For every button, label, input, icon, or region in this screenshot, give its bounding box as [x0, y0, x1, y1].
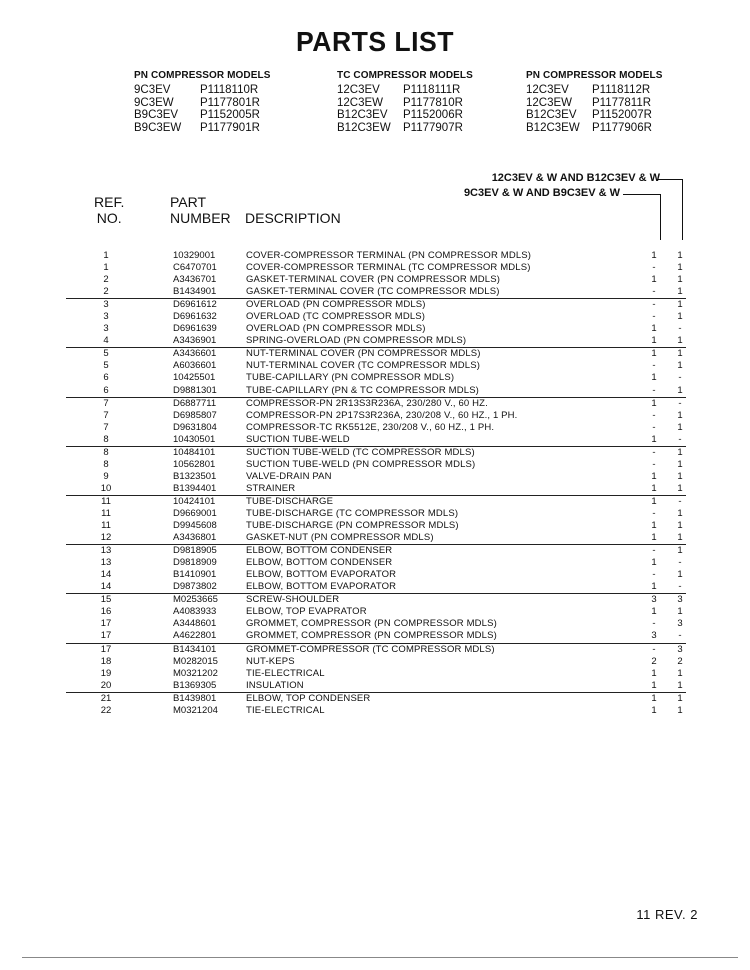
qty-12c3-cell: 1 [677, 286, 683, 298]
description-cell: NUT-TERMINAL COVER (TC COMPRESSOR MDLS) [246, 360, 481, 372]
part-number-cell: D9818909 [173, 557, 217, 569]
ref-cell: 11 [101, 495, 111, 507]
table-row [66, 434, 686, 446]
ref-cell: 8 [103, 458, 109, 470]
ref-cell: 14 [100, 569, 112, 581]
table-row [66, 422, 686, 434]
qty-9c3-cell: 1 [651, 679, 657, 691]
ref-cell: 3 [103, 311, 109, 323]
qty-12c3-cell: 1 [677, 692, 683, 704]
ref-cell: 16 [100, 606, 112, 618]
description-cell: ELBOW, TOP CONDENSER [246, 692, 371, 704]
table-row [66, 630, 686, 642]
description-cell: COVER-COMPRESSOR TERMINAL (TC COMPRESSOR MDLS) [246, 262, 531, 274]
part-number-cell: D6985807 [173, 409, 217, 421]
column-header-ref: REF. NO. [94, 194, 125, 226]
ref-cell: 11 [101, 520, 111, 532]
description-cell: GROMMET, COMPRESSOR (PN COMPRESSOR MDLS) [246, 618, 497, 630]
part-number-cell: B1439801 [173, 692, 217, 704]
table-row [66, 520, 686, 532]
model-line: 9C3EV P1118110R [134, 84, 259, 96]
qty-9c3-cell: - [652, 409, 656, 421]
qty-9c3-cell: 1 [651, 323, 657, 335]
part-number-cell: D9881301 [173, 384, 217, 396]
page-footer: 11 REV. 2 [636, 907, 698, 922]
table-row [66, 372, 686, 384]
description-cell: SUCTION TUBE-WELD (TC COMPRESSOR MDLS) [246, 446, 475, 458]
qty-9c3-cell: 1 [651, 704, 657, 716]
part-number-cell: A4622801 [173, 630, 217, 642]
qty-9c3-cell: - [652, 311, 656, 323]
qty-9c3-cell: 1 [651, 692, 657, 704]
description-cell: SUCTION TUBE-WELD (PN COMPRESSOR MDLS) [246, 458, 476, 470]
qty-9c3-cell: - [652, 286, 656, 298]
ref-cell: 5 [103, 348, 109, 360]
part-number-cell: M0321202 [173, 667, 218, 679]
description-cell: COMPRESSOR-PN 2R13S3R236A, 230/280 V., 60 HZ. [246, 397, 488, 409]
part-number-cell: A3448601 [173, 618, 217, 630]
ref-cell: 11 [101, 507, 111, 519]
qty-9c3-cell: 3 [651, 630, 657, 642]
qty-12c3-cell: - [678, 495, 682, 507]
ref-cell: 20 [100, 679, 112, 691]
description-cell: NUT-TERMINAL COVER (PN COMPRESSOR MDLS) [246, 348, 481, 360]
table-row [66, 532, 686, 544]
qty-9c3-cell: 1 [651, 433, 657, 445]
model-group-header: PN COMPRESSOR MODELS [134, 70, 271, 81]
description-cell: ELBOW, BOTTOM CONDENSER [246, 545, 393, 557]
qty-9c3-cell: 1 [651, 274, 657, 286]
ref-cell: 1 [103, 262, 109, 274]
ref-cell: 3 [103, 323, 109, 335]
description-cell: COMPRESSOR-TC RK5512E, 230/208 V., 60 HZ., 1 PH. [246, 421, 495, 433]
description-cell: OVERLOAD (PN COMPRESSOR MDLS) [246, 323, 426, 335]
part-number-cell: 10484101 [173, 446, 216, 458]
part-number-cell: D6961639 [173, 323, 217, 335]
qty-9c3-cell: 1 [651, 557, 657, 569]
qty-9c3-cell: - [652, 507, 656, 519]
part-number-cell: 10430501 [173, 433, 216, 445]
ref-cell: 17 [100, 618, 112, 630]
qty-12c3-cell: 1 [677, 409, 683, 421]
qty-12c3-cell: 1 [677, 704, 683, 716]
model-group-tc-12c3 [337, 70, 507, 134]
legend-bracket [660, 194, 661, 240]
ref-cell: 4 [103, 335, 109, 347]
part-number-cell: D6887711 [173, 397, 217, 409]
qty-12c3-cell: 3 [677, 594, 683, 606]
part-number-cell: D6961612 [173, 299, 217, 311]
part-number-cell: A3436801 [173, 532, 217, 544]
description-cell: SPRING-OVERLOAD (PN COMPRESSOR MDLS) [246, 335, 467, 347]
model-line: 9C3EW P1177801R [134, 96, 260, 109]
model-line: B9C3EV P1152005R [134, 109, 260, 122]
part-number-cell: A4083933 [173, 606, 217, 618]
table-row [66, 471, 686, 483]
part-number-cell: 10562801 [173, 458, 216, 470]
description-cell: ELBOW, TOP EVAPRATOR [246, 606, 367, 618]
qty-12c3-cell: 1 [677, 299, 683, 311]
model-group-header: PN COMPRESSOR MODELS [526, 70, 663, 81]
qty-9c3-cell: - [652, 384, 656, 396]
qty-9c3-cell: 2 [651, 655, 657, 667]
table-row [66, 347, 686, 360]
qty-9c3-cell: 1 [651, 581, 657, 593]
legend-bracket [623, 194, 661, 195]
table-row [66, 459, 686, 471]
part-number-cell: D6961632 [173, 311, 217, 323]
part-number-cell: 10329001 [173, 250, 216, 261]
description-cell: SUCTION TUBE-WELD [246, 433, 350, 445]
part-number-cell: B1369305 [173, 679, 217, 691]
part-number-cell: B1394401 [173, 482, 217, 494]
qty-9c3-cell: 1 [651, 348, 657, 360]
legend-12c3: 12C3EV & W AND B12C3EV & W [491, 172, 660, 184]
model-line: 12C3EW P1177810R [337, 96, 463, 109]
part-number-cell: D9669001 [173, 507, 217, 519]
part-number-cell: A3436601 [173, 348, 217, 360]
ref-cell: 3 [103, 299, 109, 311]
description-cell: ELBOW, BOTTOM EVAPORATOR [246, 569, 397, 581]
qty-12c3-cell: 1 [677, 446, 683, 458]
ref-cell: 7 [103, 409, 109, 421]
ref-cell: 2 [103, 286, 109, 298]
ref-cell: 7 [103, 397, 109, 409]
part-number-cell: 10425501 [173, 372, 216, 384]
table-row [66, 656, 686, 668]
legend-9c3: 9C3EV & W AND B9C3EV & W [463, 187, 620, 199]
description-cell: STRAINER [246, 482, 296, 494]
model-group-pn-12c3 [526, 70, 696, 134]
table-row [66, 495, 686, 508]
qty-12c3-cell: 3 [677, 618, 683, 630]
ref-cell: 22 [100, 704, 112, 716]
ref-cell: 17 [100, 630, 112, 642]
table-row [66, 705, 686, 717]
qty-12c3-cell: 1 [677, 348, 683, 360]
description-cell: TIE-ELECTRICAL [246, 704, 325, 716]
part-number-cell: A3436701 [173, 274, 217, 286]
qty-9c3-cell: 1 [651, 372, 657, 384]
qty-12c3-cell: 1 [677, 470, 683, 482]
qty-12c3-cell: 1 [677, 274, 683, 286]
qty-12c3-cell: 1 [677, 667, 683, 679]
description-cell: GASKET-TERMINAL COVER (TC COMPRESSOR MDLS) [246, 286, 500, 298]
qty-12c3-cell: - [678, 581, 682, 593]
qty-9c3-cell: 3 [651, 594, 657, 606]
part-number-cell: B1434101 [173, 643, 217, 655]
qty-9c3-cell: 1 [651, 482, 657, 494]
qty-12c3-cell: - [678, 433, 682, 445]
ref-cell: 9 [103, 470, 109, 482]
model-line: B12C3EV P1152006R [337, 109, 463, 122]
table-row [66, 311, 686, 323]
ref-cell: 15 [100, 594, 112, 606]
description-cell: TUBE-DISCHARGE [246, 495, 334, 507]
model-line: 12C3EV P1118112R [526, 84, 651, 96]
qty-12c3-cell: 1 [677, 679, 683, 691]
part-number-cell: M0282015 [173, 655, 218, 667]
description-cell: TIE-ELECTRICAL [246, 667, 325, 679]
ref-cell: 14 [100, 581, 112, 593]
table-row [66, 606, 686, 618]
part-number-cell: B1434901 [173, 286, 217, 298]
qty-12c3-cell: 1 [677, 250, 683, 261]
qty-12c3-cell: 1 [677, 482, 683, 494]
description-cell: ELBOW, BOTTOM EVAPORATOR [246, 581, 397, 593]
qty-12c3-cell: 1 [677, 360, 683, 372]
model-line: B12C3EW P1177906R [526, 121, 652, 134]
model-group-pn-9c3 [134, 70, 304, 134]
legend-bracket [656, 179, 683, 180]
part-number-cell: D9631804 [173, 421, 217, 433]
ref-cell: 5 [103, 360, 109, 372]
qty-12c3-cell: - [678, 372, 682, 384]
qty-9c3-cell: 1 [651, 397, 657, 409]
part-number-cell: A3436901 [173, 335, 217, 347]
legend-bracket [682, 179, 683, 240]
part-number-cell: C6470701 [173, 262, 217, 274]
table-row [66, 360, 686, 372]
table-row [66, 544, 686, 557]
table-row [66, 618, 686, 630]
description-cell: TUBE-DISCHARGE (TC COMPRESSOR MDLS) [246, 507, 459, 519]
qty-9c3-cell: - [652, 262, 656, 274]
ref-cell: 7 [103, 421, 109, 433]
qty-12c3-cell: 1 [677, 262, 683, 274]
part-number-cell: B1323501 [173, 470, 217, 482]
qty-9c3-cell: 1 [651, 495, 657, 507]
description-cell: VALVE-DRAIN PAN [246, 470, 332, 482]
qty-12c3-cell: 1 [677, 384, 683, 396]
part-number-cell: D9873802 [173, 581, 217, 593]
table-row [66, 569, 686, 581]
table-row [66, 274, 686, 286]
description-cell: INSULATION [246, 679, 304, 691]
qty-9c3-cell: - [652, 299, 656, 311]
model-line: B12C3EV P1152007R [526, 109, 652, 122]
qty-12c3-cell: 1 [677, 606, 683, 618]
qty-12c3-cell: - [678, 557, 682, 569]
table-row [66, 385, 686, 397]
qty-12c3-cell: 1 [677, 421, 683, 433]
qty-9c3-cell: - [652, 545, 656, 557]
table-row [66, 680, 686, 692]
qty-9c3-cell: - [652, 643, 656, 655]
model-line: B12C3EW P1177907R [337, 121, 463, 134]
page-title: PARTS LIST [296, 26, 454, 57]
qty-9c3-cell: 1 [651, 606, 657, 618]
ref-cell: 13 [100, 557, 112, 569]
qty-9c3-cell: - [652, 446, 656, 458]
qty-12c3-cell: 1 [677, 507, 683, 519]
table-row [66, 668, 686, 680]
qty-9c3-cell: 1 [651, 470, 657, 482]
table-row [66, 298, 686, 311]
description-cell: SCREW-SHOULDER [246, 594, 340, 606]
table-row [66, 397, 686, 410]
part-number-cell: M0321204 [173, 704, 218, 716]
description-cell: COVER-COMPRESSOR TERMINAL (PN COMPRESSOR MDLS) [246, 250, 532, 261]
ref-cell: 10 [100, 482, 112, 494]
qty-12c3-cell: 1 [677, 311, 683, 323]
table-row [66, 581, 686, 593]
table-row [66, 557, 686, 569]
qty-12c3-cell: - [678, 397, 682, 409]
table-row [66, 250, 686, 262]
qty-12c3-cell: 1 [677, 532, 683, 544]
ref-cell: 13 [100, 545, 112, 557]
description-cell: COMPRESSOR-PN 2P17S3R236A, 230/208 V., 60 HZ., 1 PH. [246, 409, 518, 421]
qty-12c3-cell: 1 [677, 335, 683, 347]
table-row [66, 262, 686, 274]
description-cell: GASKET-NUT (PN COMPRESSOR MDLS) [246, 532, 434, 544]
column-header-part: PART NUMBER [170, 194, 231, 226]
model-line: 12C3EW P1177811R [526, 96, 652, 109]
bottom-rule [22, 957, 738, 958]
table-row [66, 508, 686, 520]
ref-cell: 2 [103, 274, 109, 286]
part-number-cell: 10424101 [173, 495, 216, 507]
table-row [66, 323, 686, 335]
ref-cell: 18 [100, 655, 112, 667]
qty-12c3-cell: - [678, 630, 682, 642]
table-row [66, 643, 686, 656]
description-cell: NUT-KEPS [246, 655, 295, 667]
ref-cell: 6 [103, 384, 109, 396]
ref-cell: 12 [100, 532, 112, 544]
ref-cell: 21 [100, 692, 112, 704]
ref-cell: 17 [100, 643, 112, 655]
qty-12c3-cell: 3 [677, 643, 683, 655]
qty-9c3-cell: - [652, 569, 656, 581]
part-number-cell: D9945608 [173, 520, 217, 532]
table-row [66, 593, 686, 606]
qty-9c3-cell: - [652, 360, 656, 372]
description-cell: TUBE-CAPILLARY (PN & TC COMPRESSOR MDLS) [246, 384, 479, 396]
ref-cell: 19 [100, 667, 112, 679]
qty-12c3-cell: 2 [677, 655, 683, 667]
qty-9c3-cell: 1 [651, 667, 657, 679]
parts-table [66, 250, 686, 717]
table-row [66, 483, 686, 495]
table-row [66, 692, 686, 705]
qty-9c3-cell: - [652, 618, 656, 630]
part-number-cell: M0253665 [173, 594, 218, 606]
qty-9c3-cell: 1 [651, 520, 657, 532]
qty-12c3-cell: - [678, 323, 682, 335]
qty-12c3-cell: 1 [677, 520, 683, 532]
model-line: B9C3EW P1177901R [134, 121, 260, 134]
description-cell: GROMMET-COMPRESSOR (TC COMPRESSOR MDLS) [246, 643, 495, 655]
qty-9c3-cell: - [652, 458, 656, 470]
description-cell: TUBE-CAPILLARY (PN COMPRESSOR MDLS) [246, 372, 455, 384]
qty-12c3-cell: 1 [677, 545, 683, 557]
part-number-cell: A6036601 [173, 360, 217, 372]
qty-12c3-cell: 1 [677, 569, 683, 581]
table-row [66, 410, 686, 422]
description-cell: OVERLOAD (TC COMPRESSOR MDLS) [246, 311, 426, 323]
qty-9c3-cell: 1 [651, 335, 657, 347]
model-line: 12C3EV P1118111R [337, 84, 461, 96]
table-row [66, 446, 686, 459]
qty-9c3-cell: - [652, 421, 656, 433]
ref-cell: 1 [103, 250, 109, 261]
table-row [66, 286, 686, 298]
qty-9c3-cell: 1 [651, 532, 657, 544]
description-cell: GASKET-TERMINAL COVER (PN COMPRESSOR MDLS) [246, 274, 501, 286]
part-number-cell: B1410901 [173, 569, 217, 581]
column-header-description: DESCRIPTION [245, 210, 341, 226]
ref-cell: 6 [103, 372, 109, 384]
qty-12c3-cell: 1 [677, 458, 683, 470]
part-number-cell: D9818905 [173, 545, 217, 557]
ref-cell: 8 [103, 433, 109, 445]
qty-9c3-cell: 1 [651, 250, 657, 261]
description-cell: ELBOW, BOTTOM CONDENSER [246, 557, 393, 569]
description-cell: GROMMET, COMPRESSOR (PN COMPRESSOR MDLS) [246, 630, 497, 642]
ref-cell: 8 [103, 446, 109, 458]
description-cell: OVERLOAD (PN COMPRESSOR MDLS) [246, 299, 426, 311]
table-row [66, 335, 686, 347]
description-cell: TUBE-DISCHARGE (PN COMPRESSOR MDLS) [246, 520, 459, 532]
model-group-header: TC COMPRESSOR MODELS [337, 70, 473, 81]
